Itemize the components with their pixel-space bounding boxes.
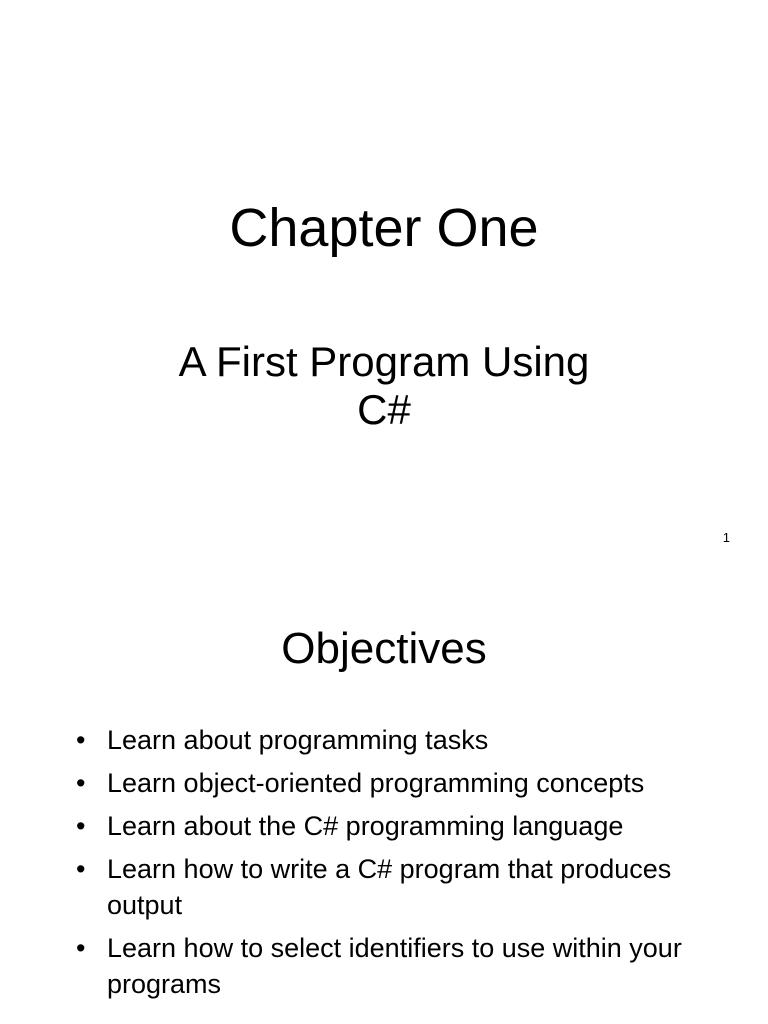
objective-text: Learn how to select identifiers to use within your programs — [107, 933, 682, 999]
chapter-subtitle-line-1: A First Program Using — [178, 338, 590, 385]
objective-text: Learn about programming tasks — [107, 725, 489, 755]
chapter-subtitle-line-2: C# — [357, 386, 411, 433]
objective-text: Learn how to write a C# program that produces output — [107, 854, 672, 920]
objective-item — [76, 765, 736, 801]
bullet-icon: • — [76, 811, 86, 841]
objective-item — [76, 808, 736, 844]
slide-objectives — [0, 575, 768, 1024]
chapter-title: Chapter One — [229, 198, 539, 258]
objective-item — [76, 851, 736, 923]
bullet-icon: • — [76, 768, 86, 798]
objective-text: Learn about the C# programming language — [107, 811, 624, 841]
bullet-icon: • — [76, 725, 86, 755]
objectives-list — [76, 722, 736, 1009]
chapter-subtitle — [0, 338, 768, 434]
objectives-title: Objectives — [281, 624, 487, 673]
objective-text: Learn object-oriented programming concepts — [107, 768, 645, 798]
objective-item — [76, 722, 736, 758]
objective-item — [76, 930, 736, 1002]
bullet-icon: • — [76, 854, 86, 884]
bullet-icon: • — [76, 933, 86, 963]
page-number: 1 — [722, 530, 730, 545]
